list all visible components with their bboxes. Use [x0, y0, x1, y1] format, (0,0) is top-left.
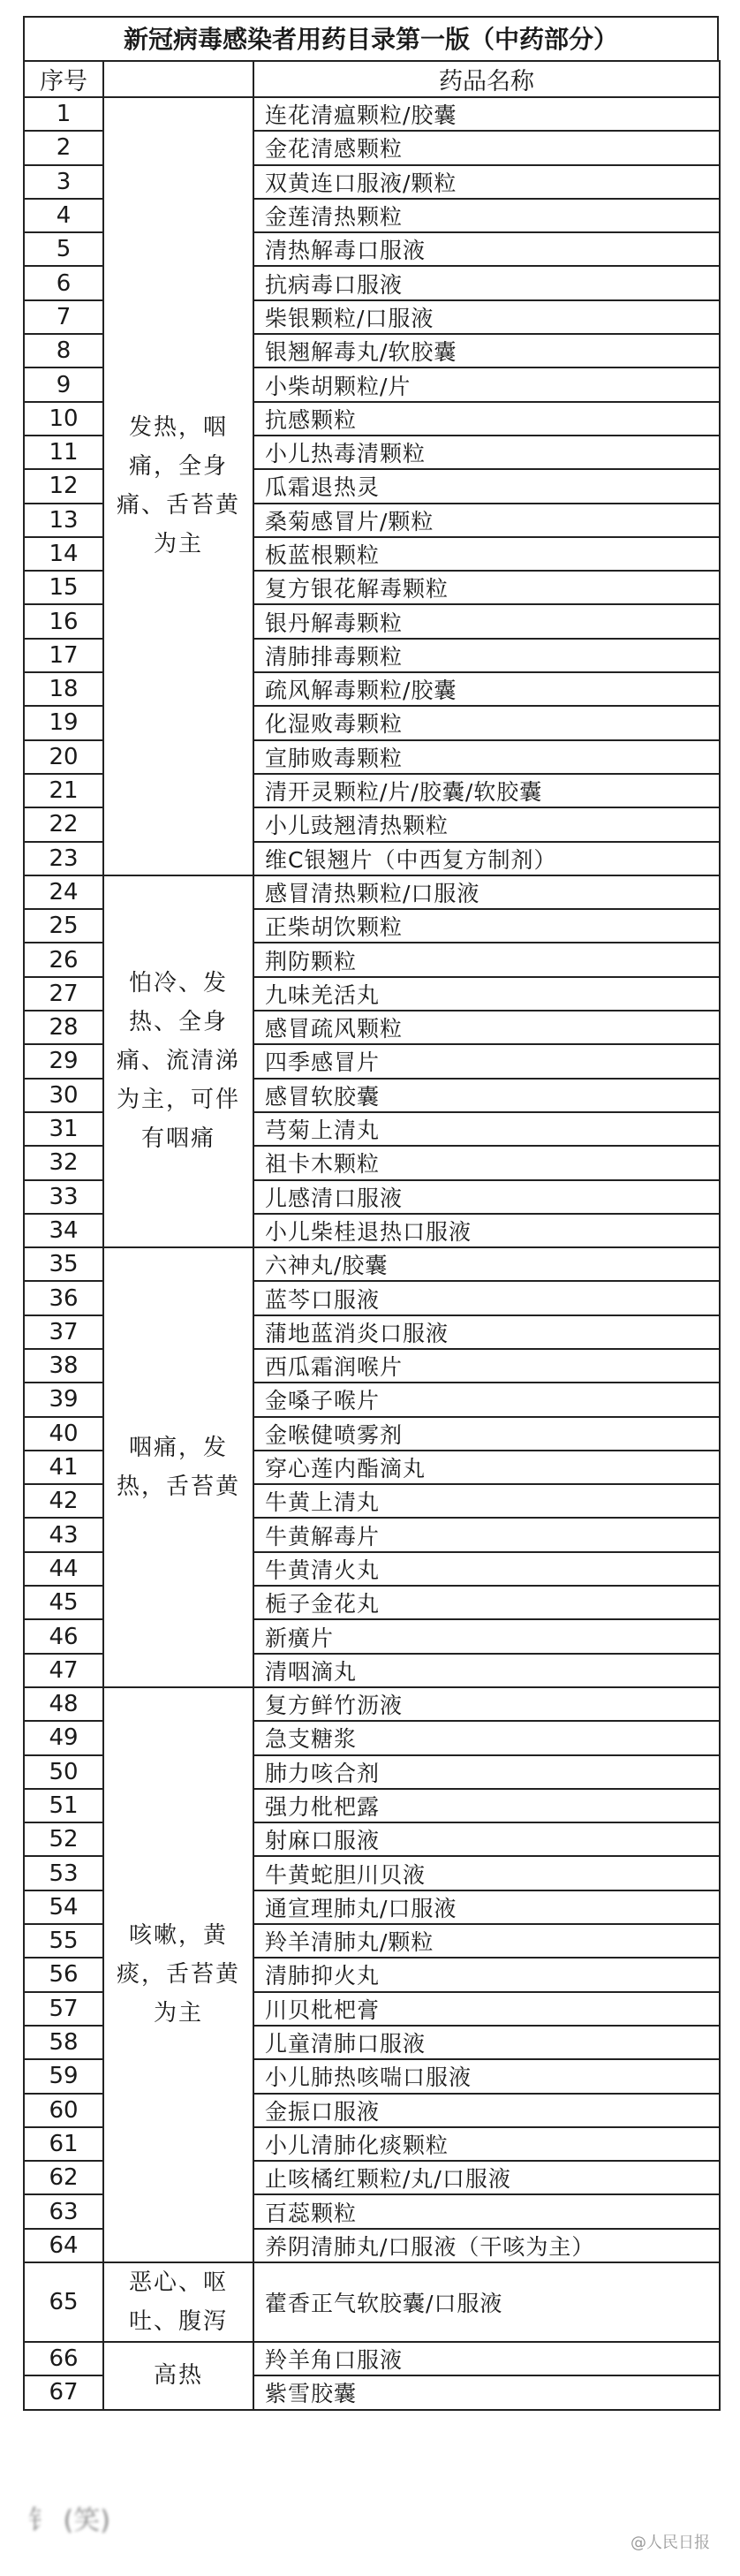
row-index: 41 [24, 1451, 103, 1484]
medicine-name: 清肺排毒颗粒 [253, 639, 720, 672]
medicine-name: 儿感清口服液 [253, 1180, 720, 1214]
medicine-name: 牛黄解毒片 [253, 1518, 720, 1551]
row-index: 64 [24, 2229, 103, 2262]
medicine-name: 桑菊感冒片/颗粒 [253, 504, 720, 537]
row-index: 61 [24, 2127, 103, 2161]
medicine-name: 藿香正气软胶囊/口服液 [253, 2262, 720, 2342]
medicine-name: 祖卡木颗粒 [253, 1146, 720, 1179]
symptom-group-label: 发热，咽痛，全身痛、舌苔黄为主 [103, 97, 253, 875]
table-row [24, 1687, 720, 1721]
medicine-name: 双黄连口服液/颗粒 [253, 165, 720, 199]
medicine-name: 清肺抑火丸 [253, 1958, 720, 1991]
row-index: 1 [24, 97, 103, 131]
row-index: 63 [24, 2194, 103, 2228]
medicine-name: 银翘解毒丸/软胶囊 [253, 334, 720, 367]
medicine-name: 连花清瘟颗粒/胶囊 [253, 97, 720, 131]
symptom-group-label: 怕冷、发热、全身痛、流清涕为主，可伴有咽痛 [103, 875, 253, 1247]
medicine-rows [24, 97, 720, 2410]
row-index: 45 [24, 1586, 103, 1619]
row-index: 15 [24, 571, 103, 604]
medicine-name: 蒲地蓝消炎口服液 [253, 1315, 720, 1349]
row-index: 3 [24, 165, 103, 199]
row-index: 58 [24, 2026, 103, 2059]
footer-blurred-text: 钅 (笑) [28, 2505, 110, 2536]
medicine-name: 牛黄清火丸 [253, 1552, 720, 1586]
medicine-name: 栀子金花丸 [253, 1586, 720, 1619]
row-index: 18 [24, 672, 103, 706]
medicine-name: 九味羌活丸 [253, 977, 720, 1011]
medicine-name: 牛黄上清丸 [253, 1484, 720, 1518]
table-row [24, 2342, 720, 2375]
header-row [24, 61, 720, 97]
row-index: 36 [24, 1281, 103, 1315]
medicine-name: 抗病毒口服液 [253, 266, 720, 299]
table-row [24, 875, 720, 909]
medicine-name: 百蕊颗粒 [253, 2194, 720, 2228]
medicine-name: 维C银翘片（中西复方制剂） [253, 842, 720, 875]
medicine-name: 金花清感颗粒 [253, 131, 720, 164]
row-index: 7 [24, 300, 103, 334]
footer [23, 2498, 719, 2551]
medicine-name: 金振口服液 [253, 2094, 720, 2127]
medicine-catalog-sheet [23, 16, 719, 2411]
row-index: 30 [24, 1079, 103, 1112]
row-index: 28 [24, 1011, 103, 1044]
row-index: 65 [24, 2262, 103, 2342]
row-index: 40 [24, 1417, 103, 1451]
row-index: 5 [24, 232, 103, 266]
medicine-name: 复方银花解毒颗粒 [253, 571, 720, 604]
row-index: 44 [24, 1552, 103, 1586]
medicine-name: 小儿柴桂退热口服液 [253, 1214, 720, 1247]
row-index: 48 [24, 1687, 103, 1721]
medicine-name: 牛黄蛇胆川贝液 [253, 1856, 720, 1890]
row-index: 42 [24, 1484, 103, 1518]
row-index: 26 [24, 943, 103, 976]
symptom-group-label: 咳嗽，黄痰，舌苔黄为主 [103, 1687, 253, 2262]
row-index: 27 [24, 977, 103, 1011]
medicine-name: 清开灵颗粒/片/胶囊/软胶囊 [253, 774, 720, 807]
row-index: 50 [24, 1755, 103, 1789]
row-index: 11 [24, 436, 103, 469]
row-index: 20 [24, 740, 103, 774]
medicine-name: 正柴胡饮颗粒 [253, 909, 720, 943]
row-index: 52 [24, 1822, 103, 1856]
row-index: 53 [24, 1856, 103, 1890]
row-index: 31 [24, 1112, 103, 1146]
medicine-name: 儿童清肺口服液 [253, 2026, 720, 2059]
symptom-group-label: 咽痛，发热，舌苔黄 [103, 1247, 253, 1687]
symptom-group-label: 高热 [103, 2342, 253, 2410]
row-index: 25 [24, 909, 103, 943]
row-index: 19 [24, 706, 103, 739]
medicine-name: 蓝芩口服液 [253, 1281, 720, 1315]
medicine-name: 芎菊上清丸 [253, 1112, 720, 1146]
medicine-name: 养阴清肺丸/口服液（干咳为主） [253, 2229, 720, 2262]
medicine-name: 复方鲜竹沥液 [253, 1687, 720, 1721]
medicine-name: 小儿清肺化痰颗粒 [253, 2127, 720, 2161]
medicine-name: 清热解毒口服液 [253, 232, 720, 266]
medicine-name: 瓜霜退热灵 [253, 469, 720, 503]
row-index: 16 [24, 604, 103, 638]
medicine-name: 急支糖浆 [253, 1721, 720, 1754]
row-index: 2 [24, 131, 103, 164]
row-index: 33 [24, 1180, 103, 1214]
medicine-name: 宣肺败毒颗粒 [253, 740, 720, 774]
row-index: 8 [24, 334, 103, 367]
medicine-name: 感冒软胶囊 [253, 1079, 720, 1112]
medicine-name: 羚羊角口服液 [253, 2342, 720, 2375]
watermark: @人民日报 [631, 2534, 710, 2552]
row-index: 37 [24, 1315, 103, 1349]
medicine-name: 金喉健喷雾剂 [253, 1417, 720, 1451]
medicine-name: 射麻口服液 [253, 1822, 720, 1856]
row-index: 54 [24, 1890, 103, 1924]
table-row [24, 97, 720, 131]
row-index: 35 [24, 1247, 103, 1281]
table-title: 新冠病毒感染者用药目录第一版（中药部分） [23, 16, 719, 60]
group-header-blank [103, 61, 253, 97]
medicine-name: 小儿豉翘清热颗粒 [253, 807, 720, 841]
medicine-name: 清咽滴丸 [253, 1654, 720, 1687]
row-index: 62 [24, 2161, 103, 2194]
medicine-name: 小儿热毒清颗粒 [253, 436, 720, 469]
index-header: 序号 [24, 61, 103, 97]
row-index: 23 [24, 842, 103, 875]
row-index: 51 [24, 1789, 103, 1822]
medicine-name: 化湿败毒颗粒 [253, 706, 720, 739]
row-index: 14 [24, 537, 103, 571]
medicine-name: 金嗓子喉片 [253, 1383, 720, 1416]
medicine-name: 通宣理肺丸/口服液 [253, 1890, 720, 1924]
medicine-name: 羚羊清肺丸/颗粒 [253, 1924, 720, 1958]
row-index: 47 [24, 1654, 103, 1687]
row-index: 34 [24, 1214, 103, 1247]
row-index: 17 [24, 639, 103, 672]
medicine-name: 紫雪胶囊 [253, 2375, 720, 2409]
row-index: 9 [24, 367, 103, 401]
row-index: 55 [24, 1924, 103, 1958]
medicine-table [23, 60, 721, 2411]
medicine-name: 感冒疏风颗粒 [253, 1011, 720, 1044]
medicine-name: 肺力咳合剂 [253, 1755, 720, 1789]
row-index: 67 [24, 2375, 103, 2409]
row-index: 4 [24, 199, 103, 232]
medicine-name: 止咳橘红颗粒/丸/口服液 [253, 2161, 720, 2194]
row-index: 32 [24, 1146, 103, 1179]
medicine-name: 柴银颗粒/口服液 [253, 300, 720, 334]
medicine-name: 川贝枇杷膏 [253, 1992, 720, 2026]
medicine-name: 四季感冒片 [253, 1044, 720, 1078]
row-index: 46 [24, 1619, 103, 1653]
medicine-name: 小柴胡颗粒/片 [253, 367, 720, 401]
medicine-name: 强力枇杷露 [253, 1789, 720, 1822]
row-index: 10 [24, 402, 103, 436]
medicine-name: 西瓜霜润喉片 [253, 1349, 720, 1383]
medicine-name: 抗感颗粒 [253, 402, 720, 436]
name-header: 药品名称 [253, 61, 720, 97]
medicine-name: 穿心莲内酯滴丸 [253, 1451, 720, 1484]
row-index: 43 [24, 1518, 103, 1551]
row-index: 49 [24, 1721, 103, 1754]
row-index: 57 [24, 1992, 103, 2026]
medicine-name: 荆防颗粒 [253, 943, 720, 976]
row-index: 24 [24, 875, 103, 909]
medicine-name: 银丹解毒颗粒 [253, 604, 720, 638]
medicine-name: 金莲清热颗粒 [253, 199, 720, 232]
medicine-name: 板蓝根颗粒 [253, 537, 720, 571]
row-index: 6 [24, 266, 103, 299]
medicine-name: 新癀片 [253, 1619, 720, 1653]
row-index: 29 [24, 1044, 103, 1078]
table-row [24, 1247, 720, 1281]
row-index: 22 [24, 807, 103, 841]
row-index: 66 [24, 2342, 103, 2375]
row-index: 39 [24, 1383, 103, 1416]
symptom-group-label: 恶心、呕吐、腹泻 [103, 2262, 253, 2342]
table-row [24, 2262, 720, 2342]
medicine-name: 感冒清热颗粒/口服液 [253, 875, 720, 909]
row-index: 12 [24, 469, 103, 503]
medicine-name: 疏风解毒颗粒/胶囊 [253, 672, 720, 706]
medicine-name: 六神丸/胶囊 [253, 1247, 720, 1281]
row-index: 21 [24, 774, 103, 807]
row-index: 59 [24, 2059, 103, 2093]
row-index: 38 [24, 1349, 103, 1383]
row-index: 56 [24, 1958, 103, 1991]
row-index: 60 [24, 2094, 103, 2127]
medicine-name: 小儿肺热咳喘口服液 [253, 2059, 720, 2093]
row-index: 13 [24, 504, 103, 537]
